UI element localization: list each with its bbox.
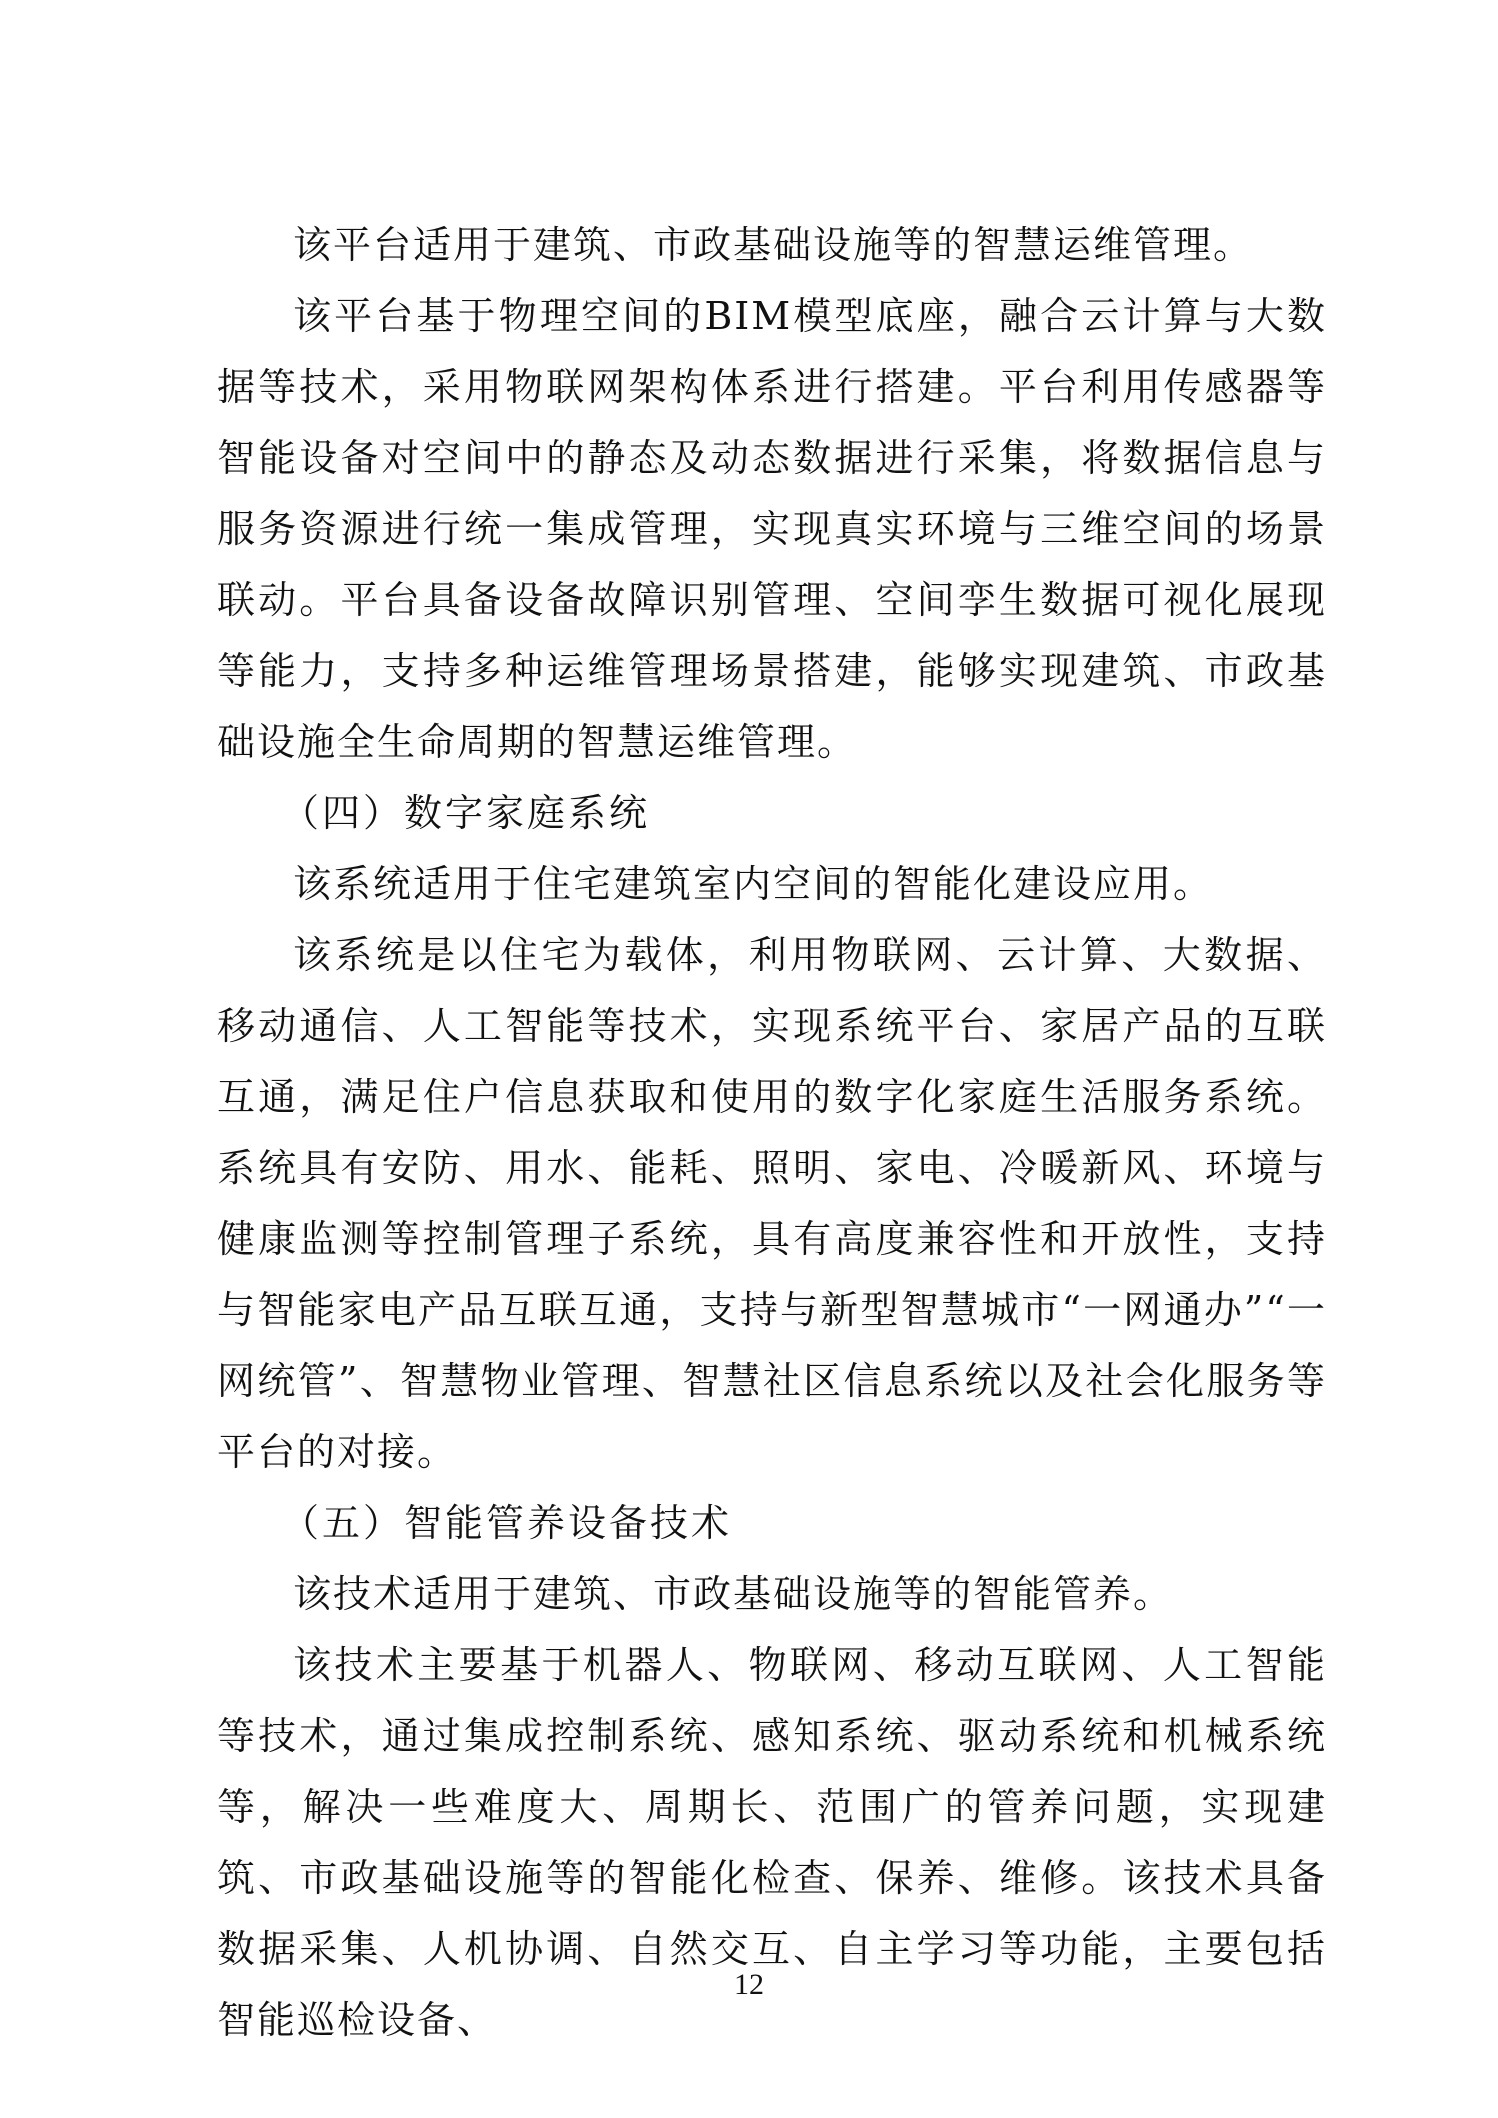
paragraph-platform-description: 该平台基于物理空间的BIM模型底座，融合云计算与大数据等技术，采用物联网架构体系进行搭建。平台利用传感器等智能设备对空间中的静态及动态数据进行采集，将数据信息与服务资源进行统一集成管理，实现真实环境与三维空间的场景联动。平台具备设备故障识别管理、空间孪生数据可视化展现等能力，支持多种运维管理场景搭建，能够实现建筑、市政基础设施全生命周期的智慧运维管理。 [217,294,1327,764]
paragraph-tech-scope: 该技术适用于建筑、市政基础设施等的智能管养。 [293,1572,1174,1616]
paragraph-platform-scope: 该平台适用于建筑、市政基础设施等的智慧运维管理。 [293,223,1254,267]
paragraph-system-scope: 该系统适用于住宅建筑室内空间的智能化建设应用。 [293,862,1214,906]
section-heading-digital-home: （四）数字家庭系统 [281,791,651,835]
document-body [217,210,1327,2056]
section-heading-smart-maintenance: （五）智能管养设备技术 [281,1501,733,1545]
page-number: 12 [734,1968,764,2001]
paragraph-system-description: 该系统是以住宅为载体，利用物联网、云计算、大数据、移动通信、人工智能等技术，实现系统平台、家居产品的互联互通，满足住户信息获取和使用的数字化家庭生活服务系统。系统具有安防、用水、能耗、照明、家电、冷暖新风、环境与健康监测等控制管理子系统，具有高度兼容性和开放性，支持与智能家电产品互联互通，支持与新型智慧城市“一网通办”“一网统管”、智慧物业管理、智慧社区信息系统以及社会化服务等平台的对接。 [217,933,1327,1474]
paragraph-tech-description: 该技术主要基于机器人、物联网、移动互联网、人工智能等技术，通过集成控制系统、感知系统、驱动系统和机械系统等，解决一些难度大、周期长、范围广的管养问题，实现建筑、市政基础设施等的智能化检查、保养、维修。该技术具备数据采集、人机协调、自然交互、自主学习等功能，主要包括智能巡检设备、 [217,1643,1327,2042]
